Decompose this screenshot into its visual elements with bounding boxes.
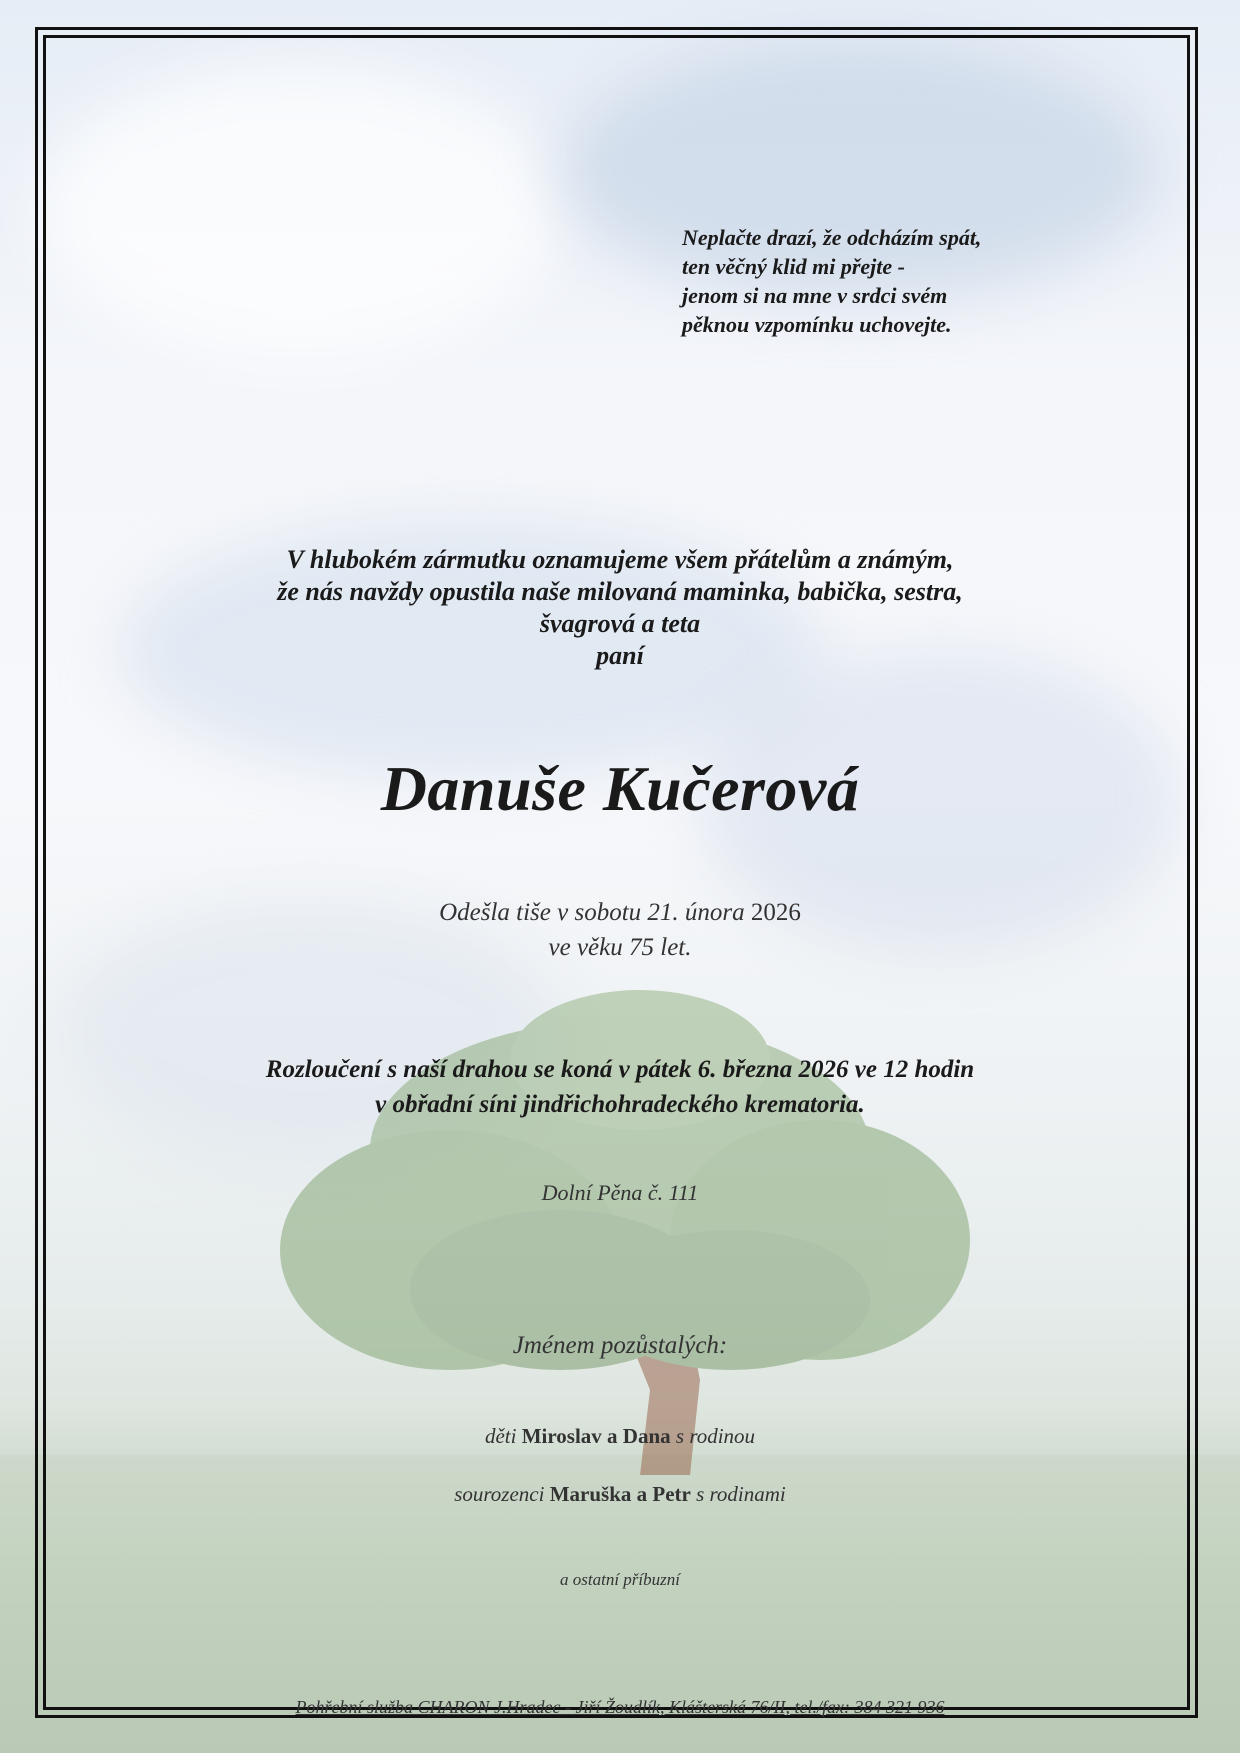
family-names: Miroslav a Dana xyxy=(521,1424,671,1448)
announcement-line: švagrová a teta xyxy=(539,609,701,638)
poem xyxy=(682,223,981,339)
family-suffix: s rodinami xyxy=(696,1482,786,1506)
farewell-info xyxy=(0,1052,1240,1122)
passing-date: Odešla tiše v sobotu 21. února xyxy=(439,899,745,926)
passing-info xyxy=(0,895,1240,965)
family-role: děti xyxy=(484,1424,517,1448)
announcement xyxy=(0,544,1240,672)
poem-line: jenom si na mne v srdci svém xyxy=(682,283,948,308)
on-behalf-heading: Jménem pozůstalých: xyxy=(512,1332,728,1359)
family-line-siblings xyxy=(0,1482,1240,1507)
funeral-service-footer: Pohřební služba CHARON J.Hradec - Jiří Žoudlík, Klášterská 76/II, tel./fax: 384 321 936 xyxy=(295,1697,945,1717)
poem-line: pěknou vzpomínku uchovejte. xyxy=(682,312,952,337)
announcement-line: V hlubokém zármutku oznamujeme všem přátelům a známým, xyxy=(286,545,954,574)
announcement-line: paní xyxy=(596,641,644,670)
inner-border xyxy=(43,35,1190,1710)
family-suffix: s rodinou xyxy=(675,1424,756,1448)
poem-line: ten věčný klid mi přejte - xyxy=(682,254,905,279)
deceased-name: Danuše Kučerová xyxy=(380,753,860,824)
passing-year: 2026 xyxy=(750,899,801,926)
farewell-date: Rozloučení s naší drahou se koná v pátek 6. března 2026 ve 12 hodin xyxy=(265,1056,975,1083)
family-line-children xyxy=(0,1424,1240,1449)
farewell-place: v obřadní síni jindřichohradeckého krematoria. xyxy=(375,1091,865,1118)
passing-age: ve věku 75 let. xyxy=(548,934,692,961)
poem-line: Neplačte drazí, že odcházím spát, xyxy=(682,225,982,250)
address: Dolní Pěna č. 111 xyxy=(541,1180,699,1205)
other-relatives: a ostatní příbuzní xyxy=(560,1570,680,1589)
family-names: Maruška a Petr xyxy=(549,1482,691,1506)
announcement-line: že nás navždy opustila naše milovaná maminka, babička, sestra, xyxy=(277,577,963,606)
passing-date-line xyxy=(0,895,1240,930)
family-role: sourozenci xyxy=(454,1482,545,1506)
